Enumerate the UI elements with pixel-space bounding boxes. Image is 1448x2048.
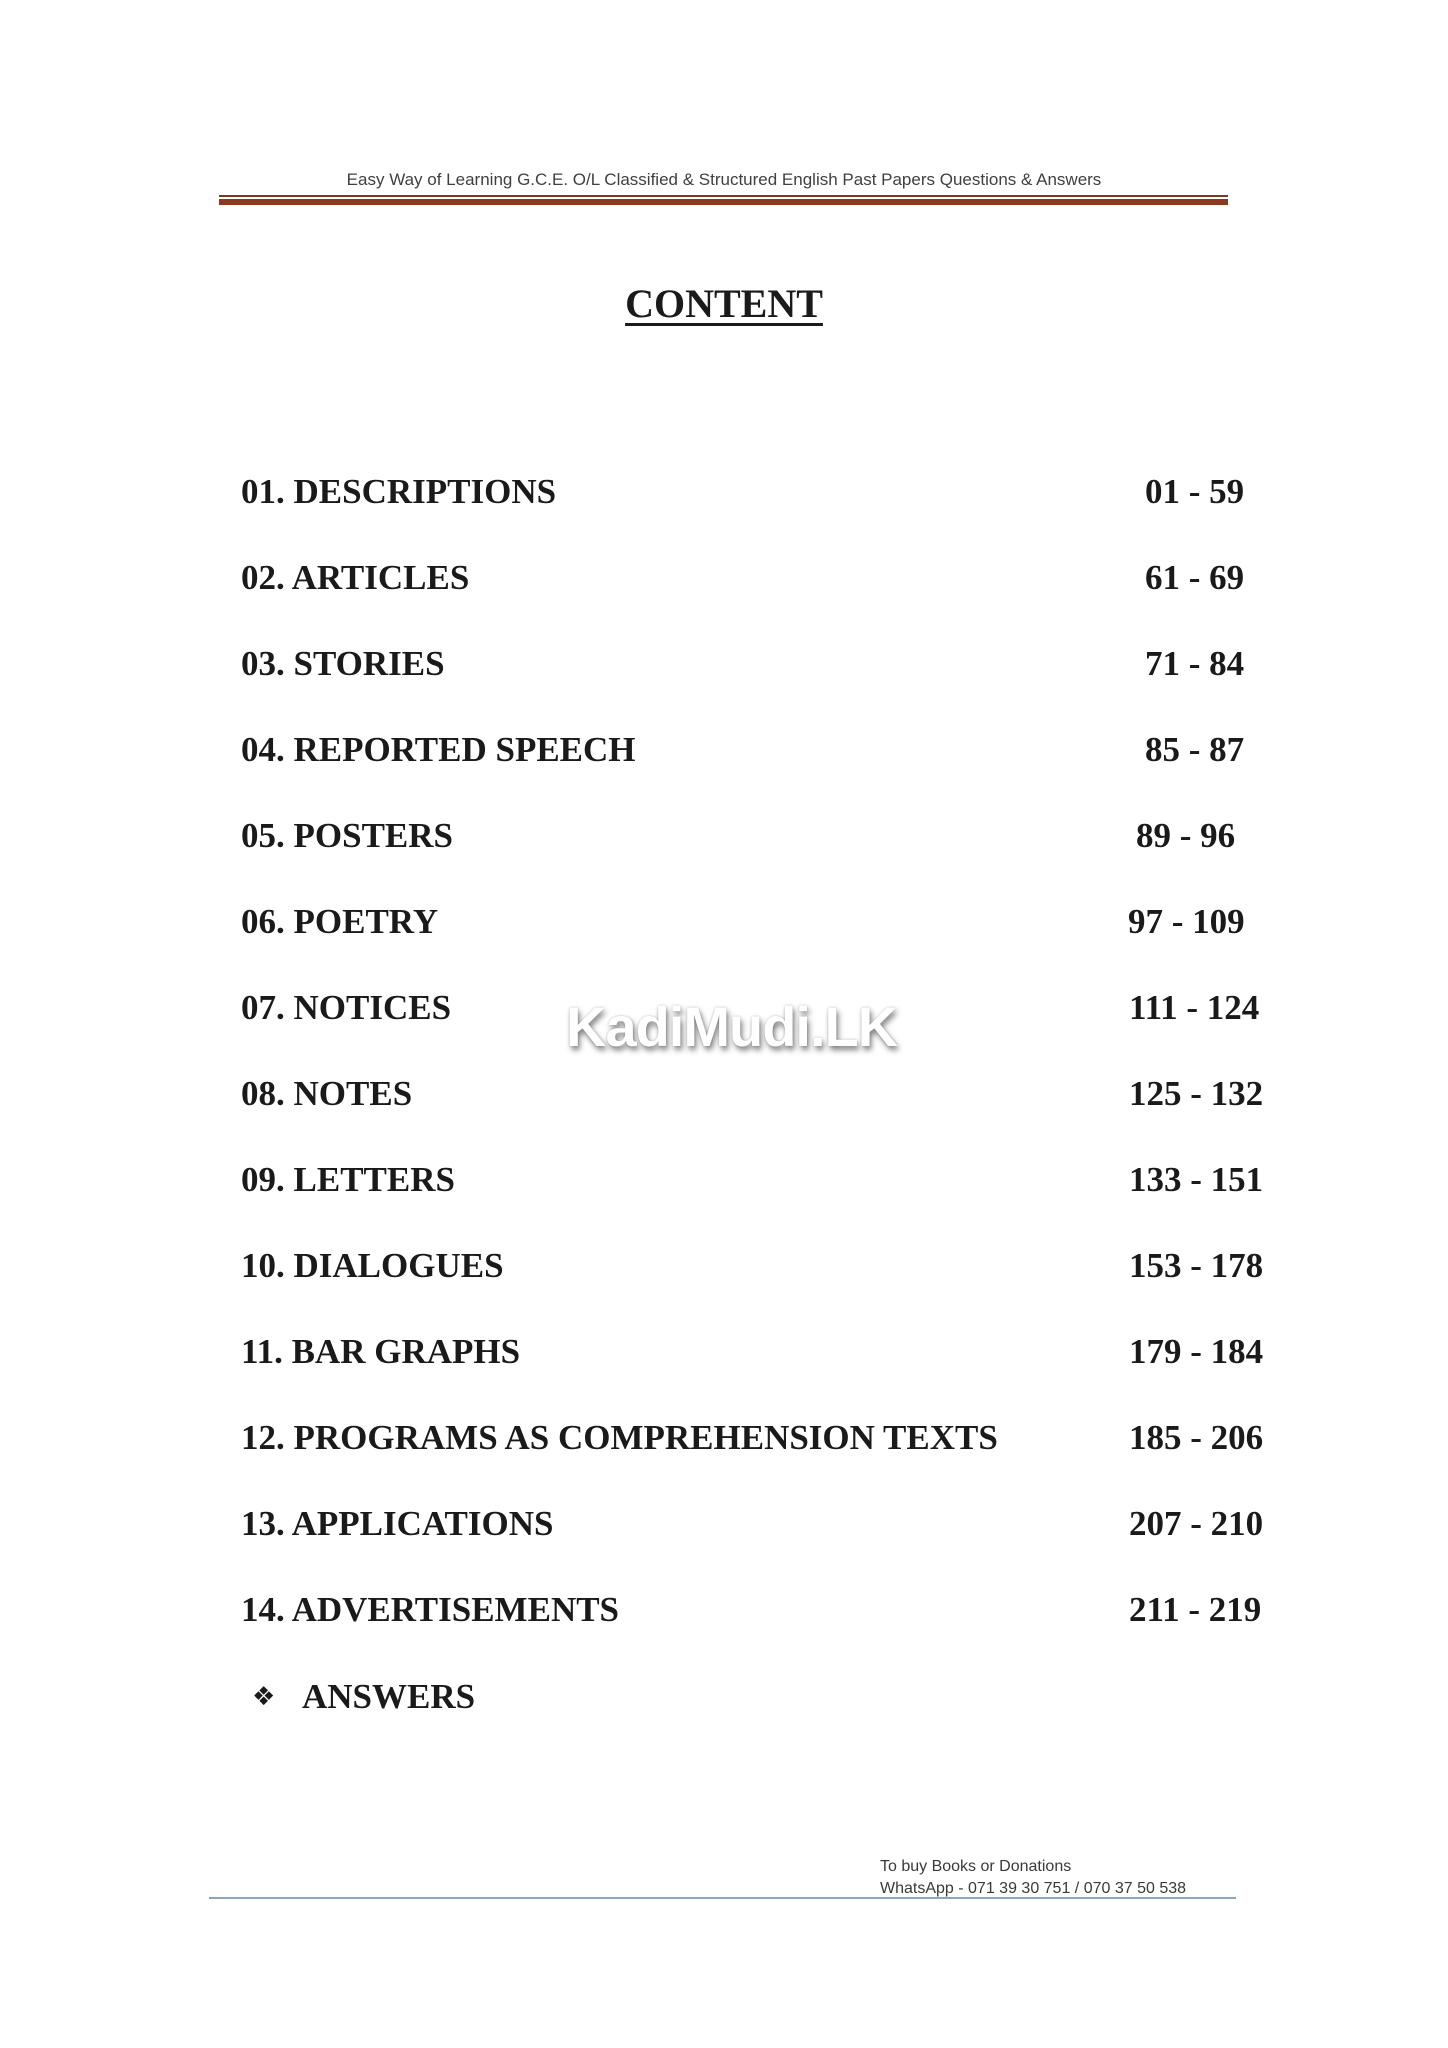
watermark: KadiMudi.LK	[566, 995, 898, 1058]
toc-item-pages: 133 - 151	[1129, 1160, 1264, 1199]
toc-item-pages: 153 - 178	[1129, 1246, 1264, 1285]
footer-line-1: To buy Books or Donations	[880, 1858, 1072, 1875]
toc-item-label: 07. NOTICES	[241, 988, 452, 1027]
toc-item-label: 08. NOTES	[241, 1074, 413, 1113]
toc-item-pages: 211 - 219	[1129, 1590, 1262, 1629]
toc-item-label: 03. STORIES	[241, 644, 445, 683]
toc-item-label: 04. REPORTED SPEECH	[241, 730, 636, 769]
toc-item-pages: 61 - 69	[1145, 558, 1245, 597]
toc-item-label: 13. APPLICATIONS	[241, 1504, 554, 1543]
toc-item-pages: 85 - 87	[1145, 730, 1245, 769]
footer-contact	[880, 1856, 1186, 1900]
toc-item-pages: 185 - 206	[1129, 1418, 1264, 1457]
toc-item-pages: 207 - 210	[1129, 1504, 1264, 1543]
toc-item-label: 11. BAR GRAPHS	[241, 1332, 521, 1371]
running-header-text: Easy Way of Learning G.C.E. O/L Classified & Structured English Past Papers Questions & Answers	[346, 170, 1102, 189]
toc-item-pages: 89 - 96	[1136, 816, 1236, 855]
toc-item-label: 02. ARTICLES	[241, 558, 470, 597]
toc-item-label: 06. POETRY	[241, 902, 439, 941]
footer-rule	[209, 1897, 1236, 1899]
toc-item-pages: 97 - 109	[1128, 902, 1245, 941]
toc-item-label: 01. DESCRIPTIONS	[241, 472, 557, 511]
toc-item-label: 14. ADVERTISEMENTS	[241, 1590, 620, 1629]
toc-item-pages: 01 - 59	[1145, 472, 1245, 511]
toc-item-pages: 125 - 132	[1129, 1074, 1264, 1113]
page-title: CONTENT	[625, 281, 823, 326]
four-diamond-bullet-icon: ❖	[252, 1682, 276, 1712]
toc-item-answers	[252, 1679, 475, 1714]
page-title-container	[0, 280, 1448, 327]
toc-item-pages: 111 - 124	[1129, 988, 1260, 1027]
answers-label: ANSWERS	[302, 1677, 476, 1716]
toc-item-label: 05. POSTERS	[241, 816, 453, 855]
toc-item-label: 09. LETTERS	[241, 1160, 455, 1199]
toc-item-pages: 71 - 84	[1145, 644, 1245, 683]
toc-item-label: 12. PROGRAMS AS COMPREHENSION TEXTS	[241, 1418, 998, 1457]
header-rule-thin	[219, 195, 1228, 197]
toc-item-pages: 179 - 184	[1129, 1332, 1264, 1371]
toc-item-label: 10. DIALOGUES	[241, 1246, 504, 1285]
header-rule-thick	[219, 199, 1228, 205]
footer-line-2: WhatsApp - 071 39 30 751 / 070 37 50 538	[880, 1880, 1187, 1897]
